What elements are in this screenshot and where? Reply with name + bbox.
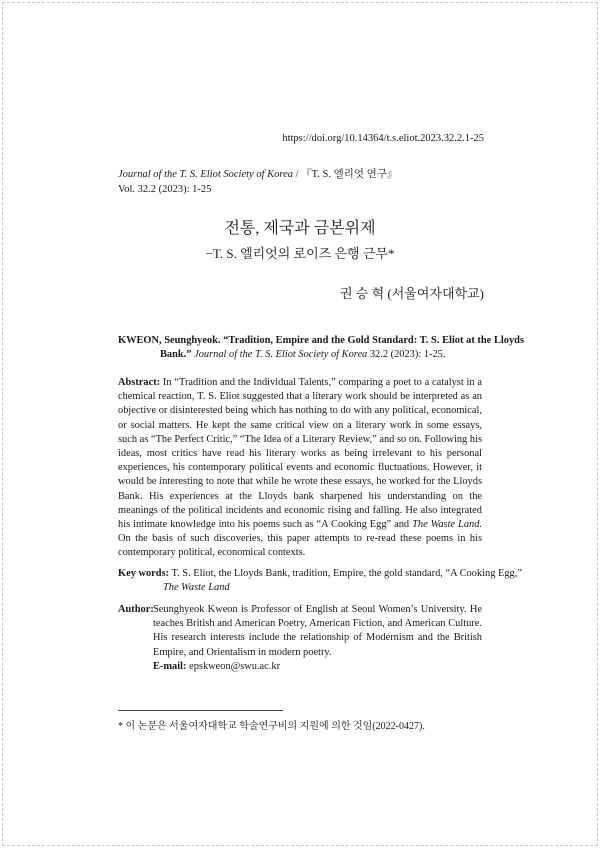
author-info-body bbox=[153, 603, 482, 674]
paper-subtitle: −T. S. 엘리엇의 로이즈 은행 근무* bbox=[205, 246, 395, 261]
doi-link[interactable]: https://doi.org/10.14364/t.s.eliot.2023.32.2.1-25 bbox=[282, 133, 484, 144]
journal-separator: / bbox=[292, 169, 302, 180]
footnote: * 이 논문은 서울여자대학교 학술연구비의 지원에 의한 것임(2022-0427). bbox=[118, 721, 425, 732]
journal-volume: Vol. 32.2 (2023): 1-25 bbox=[118, 184, 212, 195]
abstract-text: In “Tradition and the Individual Talents,” comparing a poet to a catalyst in a chemical reaction, T. S. Eliot suggested that a literary work should be interpreted as an objective or disinterested being which has nothing to do with any political, economical, or social matters. He kept the same critical view on a literary work in some essays, such as “The Perfect Critic,” “The Idea of a Literary Review,” and so on. Following his ideas, most critics have read his literary works as being irrelevant to his personal experiences, his contemporary political events and economic fluctuations. However, it would be interesting to note that while he wrote these essays, he worked for the Lloyds Bank. His experiences at the Lloyds bank sharpened his understanding on the meanings of the political incidents and economic rising and falling. He also integrated his intimate knowledge into his poems such as “A Cooking Egg” and bbox=[118, 377, 482, 531]
citation-title: “Tradition, Empire and the Gold Standard: T. S. Eliot at the Lloyds Bank.” bbox=[160, 335, 524, 361]
journal-info bbox=[118, 167, 397, 197]
abstract-label: Abstract: bbox=[118, 377, 161, 388]
citation-rest: 32.2 (2023): 1-25. bbox=[369, 349, 446, 361]
author-info bbox=[118, 603, 482, 674]
author-name: 권 승 혁 (서울여자대학교) bbox=[340, 286, 484, 301]
keywords-italic: The Waste Land bbox=[163, 582, 230, 594]
abstract-italic-title: The Waste Land. bbox=[412, 519, 482, 531]
footnote-rule bbox=[118, 710, 283, 711]
paper-title: 전통, 제국과 금본위제 bbox=[224, 220, 376, 237]
keywords bbox=[118, 567, 527, 595]
author-info-label: Author: bbox=[118, 604, 154, 615]
email-address[interactable]: epskweon@swu.ac.kr bbox=[189, 660, 281, 672]
journal-korean-name: 『T. S. 엘리엇 연구』 bbox=[301, 169, 398, 180]
keywords-text: T. S. Eliot, the Lloyds Bank, tradition, Empire, the gold standard, “A Cooking Egg,” bbox=[171, 568, 522, 579]
author-email-line bbox=[153, 660, 482, 674]
citation bbox=[118, 334, 524, 362]
citation-author: KWEON, Seunghyeok. bbox=[118, 335, 221, 346]
author-info-text: Seunghyeok Kweon is Professor of English at Seoul Women’s University. He teaches British and American Poetry, American Fiction, and American Culture. His research interests include the relationship of Modernism and the British Empire, and Orientalism in modern poetry. bbox=[153, 604, 482, 658]
email-label: E-mail: bbox=[153, 660, 187, 672]
abstract-text-end: On the basis of such discoveries, this paper attempts to re-read these poems in his contemporary political, economical contexts. bbox=[118, 533, 482, 559]
author-info-row bbox=[118, 603, 482, 674]
journal-name: Journal of the T. S. Eliot Society of Korea bbox=[118, 169, 293, 180]
abstract bbox=[118, 376, 482, 561]
keywords-label: Key words: bbox=[118, 568, 170, 579]
journal-name-line bbox=[118, 167, 397, 182]
citation-journal: Journal of the T. S. Eliot Society of Korea bbox=[194, 349, 368, 361]
